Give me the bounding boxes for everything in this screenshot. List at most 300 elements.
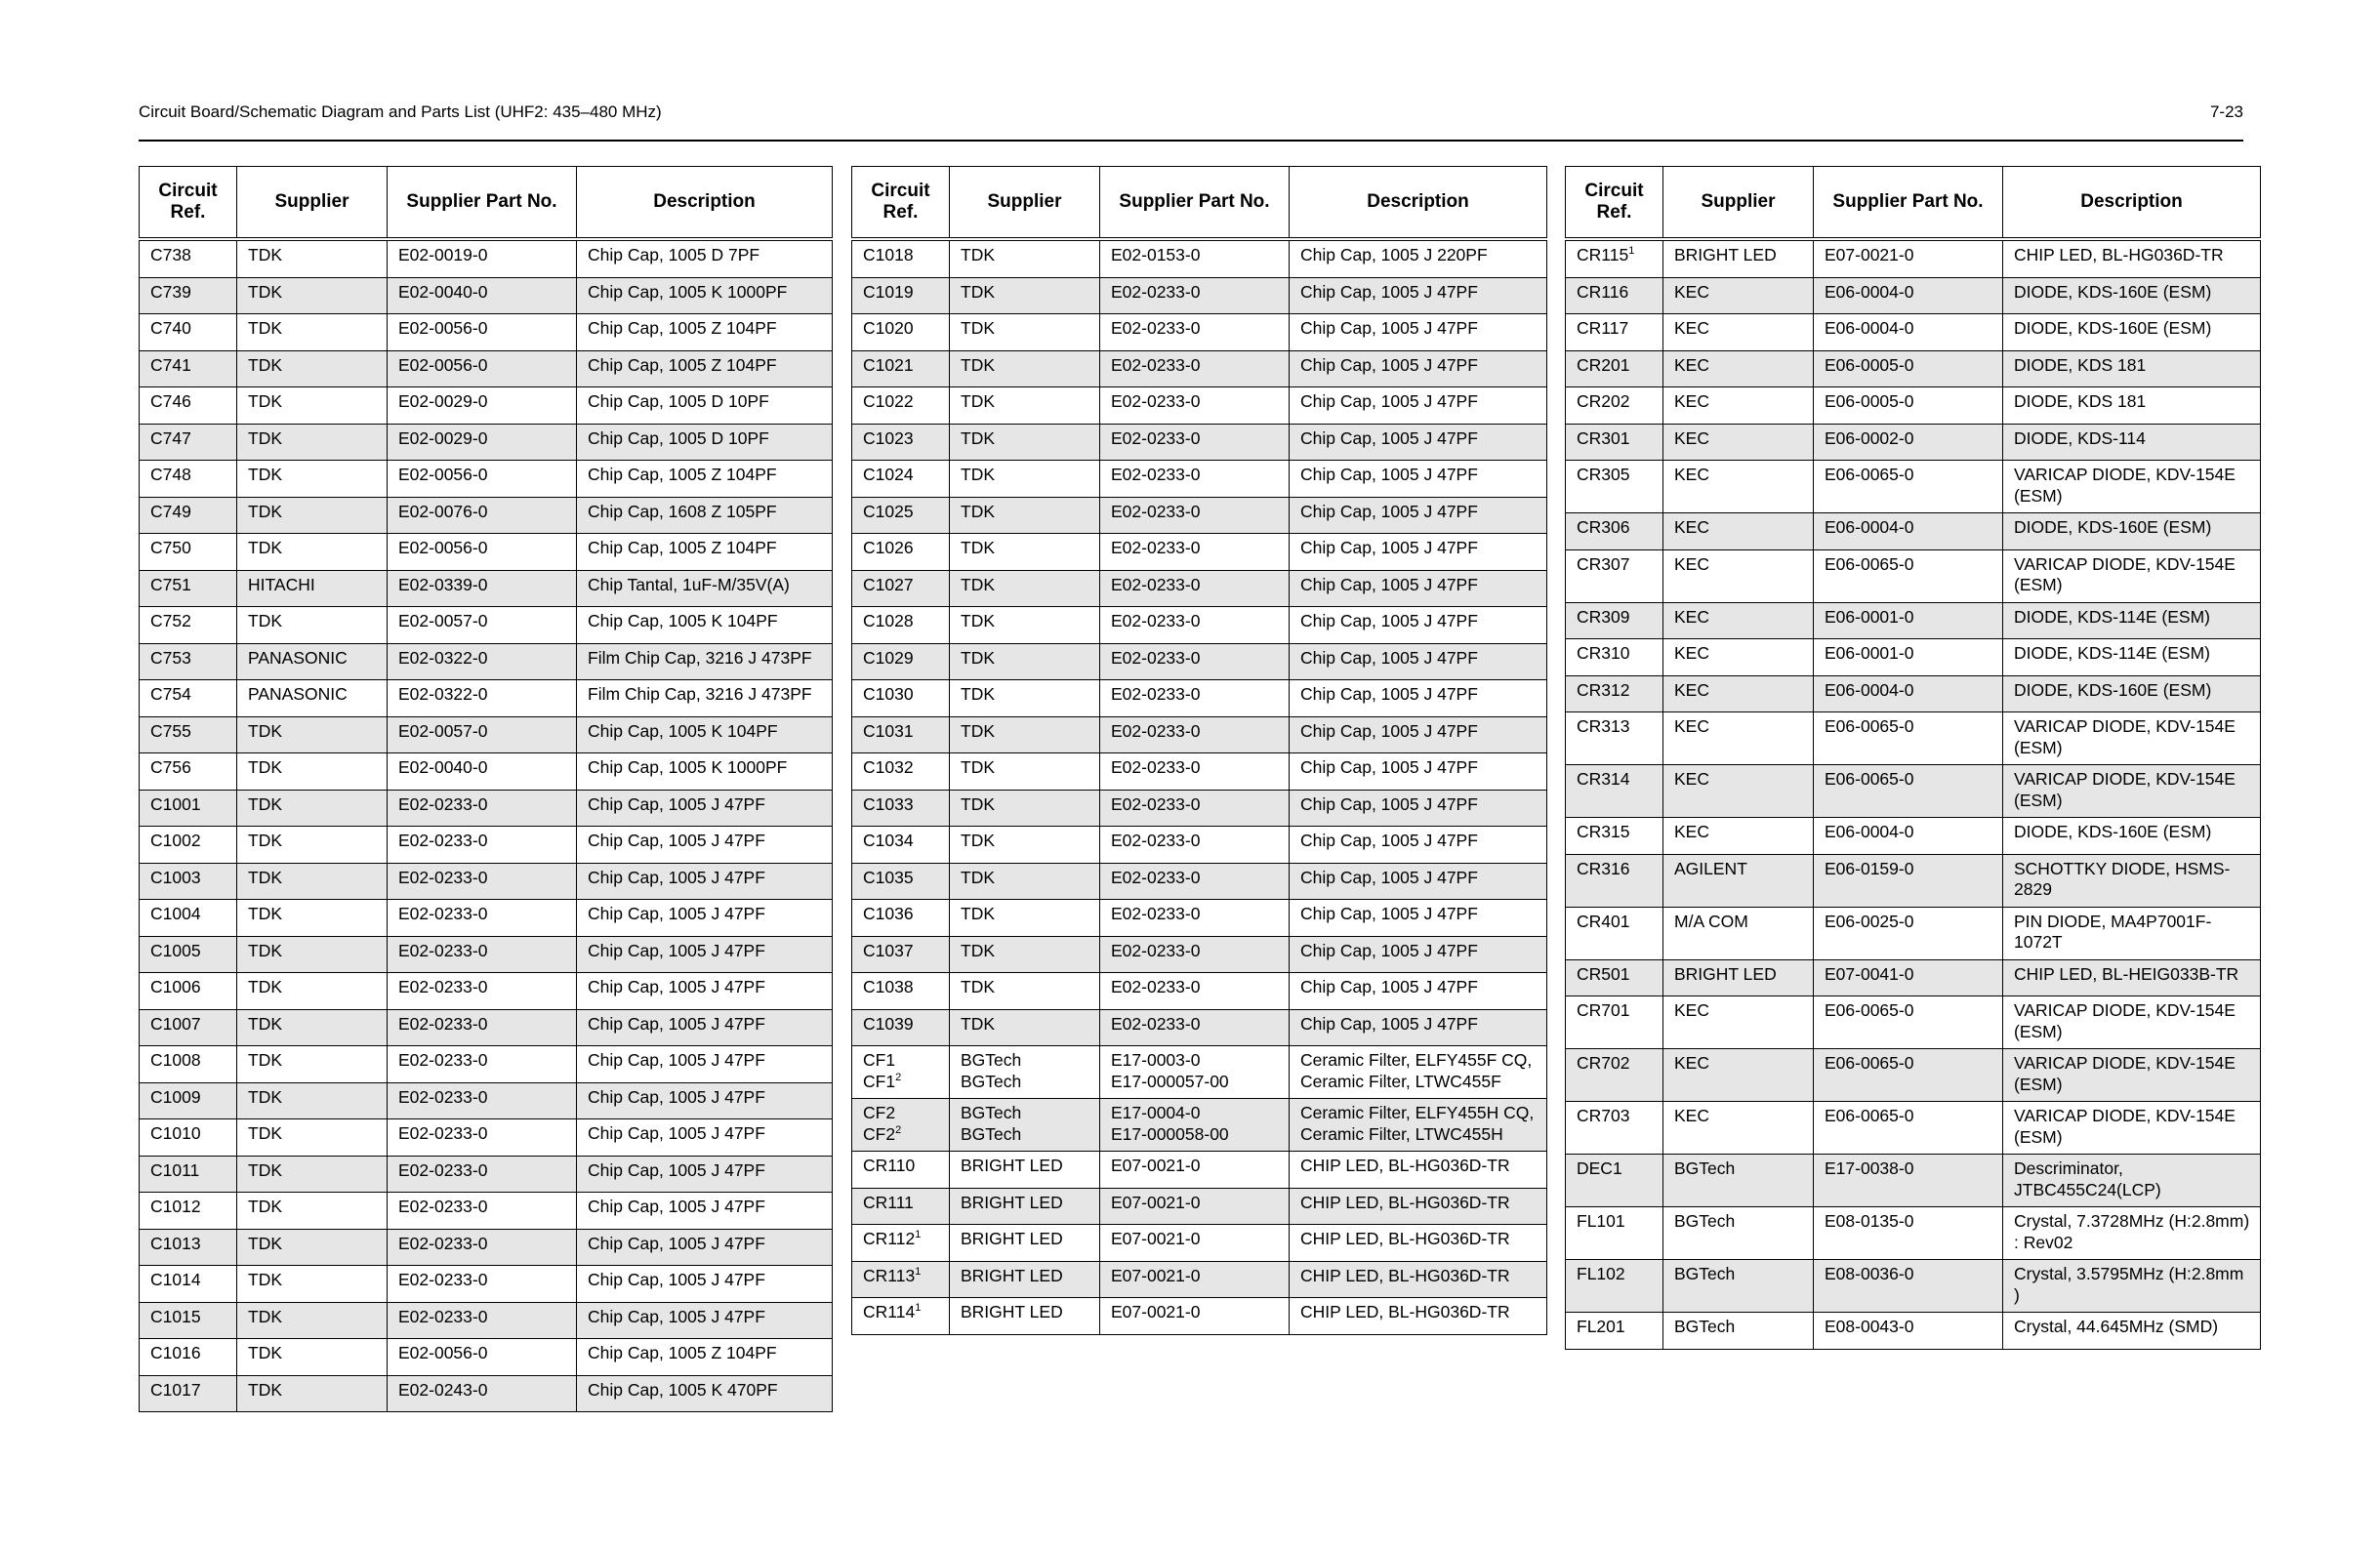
description-cell-text: Chip Cap, 1005 Z 104PF (588, 538, 777, 557)
circuit-ref-cell (852, 534, 950, 571)
circuit-ref-cell-text: DEC1 (1577, 1158, 1622, 1178)
description-cell-text: CHIP LED, BL-HG036D-TR (1300, 1302, 1510, 1321)
part-number-cell (388, 716, 577, 753)
supplier-cell (950, 314, 1100, 351)
description-cell (1290, 790, 1547, 827)
circuit-ref-cell (140, 1046, 237, 1083)
supplier-cell (237, 534, 388, 571)
table-row (140, 424, 833, 461)
circuit-ref-cell (140, 680, 237, 717)
circuit-ref-cell (852, 1009, 950, 1046)
table-row (852, 1046, 1547, 1099)
part-number-cell-text: E02-0322-0 (398, 647, 488, 668)
supplier-cell-text: KEC (1674, 769, 1709, 789)
supplier-cell-text: TDK (961, 574, 995, 594)
table-row (1566, 959, 2261, 996)
circuit-ref-cell-text: C1003 (150, 867, 201, 887)
description-cell-text: Chip Cap, 1005 J 47PF (1300, 281, 1478, 302)
supplier-cell-text: TDK (248, 1197, 282, 1216)
circuit-ref-cell-text: C1012 (150, 1197, 201, 1216)
table-row (140, 680, 833, 717)
supplier-cell-text: KEC (1674, 427, 1709, 448)
description-cell-text: Chip Cap, 1005 J 47PF (1300, 793, 1478, 814)
circuit-ref-cell (140, 424, 237, 461)
description-cell (1290, 1298, 1547, 1335)
circuit-ref-cell (1566, 1049, 1663, 1102)
table-row (140, 900, 833, 937)
supplier-cell-text: TDK (961, 831, 995, 850)
description-cell (1290, 680, 1547, 717)
table-row (1566, 513, 2261, 550)
supplier-cell-text: KEC (1674, 1053, 1709, 1073)
description-cell (2003, 818, 2261, 855)
description-cell (2003, 350, 2261, 387)
circuit-ref-cell (1566, 639, 1663, 676)
description-cell (577, 1082, 833, 1119)
supplier-cell-text: KEC (1674, 517, 1709, 537)
description-cell-text: VARICAP DIODE, KDV-154E (ESM) (2014, 716, 2236, 757)
circuit-ref-cell (852, 1188, 950, 1225)
description-cell (2003, 1049, 2261, 1102)
part-number-cell-text: E02-0233-0 (1111, 977, 1201, 996)
supplier-cell (950, 387, 1100, 425)
supplier-cell-text: TDK (248, 1013, 282, 1034)
parts-table-2 (851, 166, 1547, 1335)
circuit-ref-cell (140, 643, 237, 680)
description-cell (577, 461, 833, 498)
supplier-cell (237, 753, 388, 791)
circuit-ref-cell-text: C1038 (863, 977, 914, 996)
circuit-ref-cell-text: C747 (150, 427, 191, 448)
part-number-cell-text: E08-0043-0 (1825, 1317, 1914, 1336)
table-row (852, 900, 1547, 937)
circuit-ref-cell (140, 534, 237, 571)
circuit-ref-cell-text: CR306 (1577, 517, 1630, 537)
part-number-cell-text: E02-0233-0 (1111, 684, 1201, 704)
supplier-cell (950, 497, 1100, 534)
part-number-cell-text: E07-0021-0 (1111, 1229, 1201, 1248)
supplier-cell-text: TDK (961, 281, 995, 302)
circuit-ref-cell-text: C1035 (863, 867, 914, 887)
table-row (1566, 239, 2261, 277)
circuit-ref-cell-text: C1016 (150, 1343, 201, 1362)
column-header-description: Description (1290, 167, 1547, 240)
circuit-ref-cell (852, 239, 950, 277)
supplier-cell (1663, 1313, 1814, 1350)
part-number-cell-text: E02-0057-0 (398, 720, 488, 741)
circuit-ref-cell (1566, 513, 1663, 550)
circuit-ref-cell (140, 753, 237, 791)
description-cell-text: CHIP LED, BL-HEIG033B-TR (2014, 963, 2239, 984)
part-number-cell (1100, 497, 1290, 534)
supplier-cell (237, 1339, 388, 1376)
part-number-cell (388, 900, 577, 937)
supplier-cell (237, 1082, 388, 1119)
part-number-cell (1100, 570, 1290, 607)
part-number-cell (1814, 350, 2003, 387)
part-number-cell-text: E02-0233-0 (398, 1270, 488, 1289)
part-number-cell-text: E06-0004-0 (1825, 517, 1914, 537)
description-cell-text: VARICAP DIODE, KDV-154E (ESM) (2014, 553, 2236, 594)
column-header-supplier-part-no: Supplier Part No. (1100, 167, 1290, 240)
part-number-cell-text: E02-0019-0 (398, 245, 488, 264)
description-cell-text: Chip Cap, 1005 K 1000PF (588, 757, 788, 777)
table-row (140, 790, 833, 827)
column-header-circuit-ref: Circuit Ref. (1566, 167, 1663, 240)
table-row (1566, 549, 2261, 602)
supplier-cell-text: KEC (1674, 643, 1709, 663)
description-cell (2003, 513, 2261, 550)
description-cell-text: Chip Cap, 1005 J 220PF (1300, 245, 1488, 264)
table-row (140, 607, 833, 644)
description-cell-text: Chip Cap, 1005 J 47PF (1300, 318, 1478, 338)
part-number-cell-text: E06-0025-0 (1825, 911, 1914, 931)
table-row (1566, 314, 2261, 351)
table-row (140, 1375, 833, 1412)
circuit-ref-cell-text: C1030 (863, 684, 914, 704)
circuit-ref-cell (140, 1229, 237, 1266)
description-cell-text: Chip Cap, 1005 J 47PF (588, 1233, 765, 1253)
part-number-cell-text: E06-0005-0 (1825, 354, 1914, 375)
description-cell-text: CHIP LED, BL-HG036D-TR (1300, 1265, 1510, 1285)
part-number-cell (1814, 513, 2003, 550)
supplier-cell (237, 716, 388, 753)
parts-table-3 (1565, 166, 2261, 1350)
supplier-cell-text: TDK (961, 245, 995, 264)
part-number-cell (1100, 680, 1290, 717)
part-number-cell-text: E02-0233-0 (1111, 647, 1201, 668)
circuit-ref-cell-text: CR702 (1577, 1053, 1630, 1073)
supplier-cell-text: PANASONIC (248, 647, 348, 668)
description-cell (1290, 239, 1547, 277)
part-number-cell-text: E02-0233-0 (1111, 720, 1201, 741)
table-row (140, 497, 833, 534)
supplier-cell-text: KEC (1674, 822, 1709, 841)
table-row (1566, 996, 2261, 1049)
circuit-ref-cell-text: CF1 (863, 1050, 896, 1070)
circuit-ref-cell (1566, 387, 1663, 425)
table-row (140, 973, 833, 1010)
part-number-cell (388, 827, 577, 864)
description-cell (577, 1302, 833, 1339)
supplier-cell-text: KEC (1674, 318, 1709, 338)
circuit-ref-cell-text: FL101 (1577, 1211, 1625, 1231)
supplier-cell (1663, 765, 1814, 818)
part-number-cell-text: E02-0233-0 (1111, 611, 1201, 630)
description-cell (2003, 712, 2261, 765)
description-cell-text: DIODE, KDS-160E (ESM) (2014, 679, 2212, 700)
description-cell-text: Chip Cap, 1005 J 47PF (588, 1123, 765, 1143)
circuit-ref-cell (852, 716, 950, 753)
supplier-cell (237, 607, 388, 644)
description-cell (577, 534, 833, 571)
supplier-cell (950, 1298, 1100, 1335)
supplier-cell (237, 863, 388, 900)
part-number-cell-text: E06-0065-0 (1825, 716, 1914, 736)
table-row (852, 534, 1547, 571)
circuit-ref-cell-text: CR310 (1577, 643, 1630, 663)
circuit-ref-cell (852, 1099, 950, 1152)
description-cell (1290, 607, 1547, 644)
supplier-cell (950, 1099, 1100, 1152)
circuit-ref-cell-text: C1011 (150, 1159, 200, 1180)
supplier-cell (950, 643, 1100, 680)
circuit-ref-cell (140, 314, 237, 351)
supplier-cell (950, 350, 1100, 387)
column-header-supplier: Supplier (950, 167, 1100, 240)
part-number-cell-text: E07-0021-0 (1825, 245, 1914, 264)
table-row (1566, 818, 2261, 855)
part-number-cell (388, 461, 577, 498)
description-cell (2003, 1313, 2261, 1350)
part-number-cell-text: E08-0036-0 (1825, 1264, 1914, 1283)
description-cell-text: Crystal, 44.645MHz (SMD) (2014, 1317, 2219, 1336)
supplier-cell-text: TDK (248, 867, 282, 887)
supplier-cell (237, 1229, 388, 1266)
part-number-cell-text: E06-0065-0 (1825, 1000, 1914, 1020)
part-number-cell (388, 314, 577, 351)
supplier-cell-text: BRIGHT LED (961, 1265, 1063, 1285)
circuit-ref-cell-text: C751 (150, 574, 191, 594)
circuit-ref-cell-text: C739 (150, 281, 191, 302)
circuit-ref-cell (1566, 818, 1663, 855)
table-row (852, 607, 1547, 644)
part-number-cell-text: E08-0135-0 (1825, 1211, 1914, 1231)
supplier-cell (237, 790, 388, 827)
circuit-ref-cell-text: C1023 (863, 427, 914, 448)
circuit-ref-cell (852, 277, 950, 314)
circuit-ref-cell-text: CR117 (1577, 318, 1629, 338)
description-cell (1290, 1261, 1547, 1298)
description-cell (577, 1009, 833, 1046)
supplier-cell (237, 1375, 388, 1412)
part-number-cell-text: E06-0004-0 (1825, 318, 1914, 338)
circuit-ref-cell-text: C1004 (150, 904, 201, 923)
circuit-ref-cell (852, 1261, 950, 1298)
supplier-cell (950, 863, 1100, 900)
part-number-cell (388, 387, 577, 425)
description-cell (2003, 314, 2261, 351)
part-number-cell-text: E02-0233-0 (1111, 1013, 1201, 1034)
supplier-cell (237, 239, 388, 277)
table-row (140, 1339, 833, 1376)
footnote-marker: 1 (1628, 245, 1635, 258)
part-number-cell (1814, 959, 2003, 996)
circuit-ref-cell-text: C1009 (150, 1086, 201, 1107)
description-cell-text: Crystal, 7.3728MHz (H:2.8mm) : Rev02 (2014, 1211, 2250, 1252)
table-row (1566, 712, 2261, 765)
column-header-supplier-part-no: Supplier Part No. (1814, 167, 2003, 240)
supplier-cell (950, 570, 1100, 607)
description-cell-text: Chip Cap, 1005 J 47PF (1300, 684, 1478, 704)
part-number-cell (388, 643, 577, 680)
description-cell (1290, 1009, 1547, 1046)
part-number-cell (1814, 712, 2003, 765)
supplier-cell (1663, 424, 1814, 461)
part-number-cell (388, 277, 577, 314)
table-row (852, 424, 1547, 461)
supplier-cell (237, 1119, 388, 1157)
description-cell (1290, 461, 1547, 498)
supplier-cell-text: TDK (961, 391, 995, 411)
supplier-cell (237, 900, 388, 937)
part-number-cell (1100, 900, 1290, 937)
table-row (852, 1188, 1547, 1225)
table-row (140, 534, 833, 571)
circuit-ref-cell (852, 643, 950, 680)
circuit-ref-cell (140, 1375, 237, 1412)
description-cell (577, 1375, 833, 1412)
description-cell-text: DIODE, KDS-114E (ESM) (2014, 606, 2210, 627)
description-cell (1290, 350, 1547, 387)
table-header-row (140, 167, 833, 240)
part-number-cell (388, 424, 577, 461)
supplier-cell (950, 753, 1100, 791)
supplier-cell-text: BRIGHT LED (1674, 245, 1777, 264)
supplier-cell (1663, 602, 1814, 639)
part-number-cell-text: E02-0233-0 (1111, 501, 1201, 521)
part-number-cell (1814, 818, 2003, 855)
part-number-cell (1100, 1099, 1290, 1152)
circuit-ref-cell-text: C1010 (150, 1123, 201, 1143)
part-number-cell (388, 1082, 577, 1119)
supplier-cell (237, 1009, 388, 1046)
part-number-cell (1814, 1049, 2003, 1102)
table-row (852, 350, 1547, 387)
description-cell (1290, 1188, 1547, 1225)
table-row (1566, 1313, 2261, 1350)
circuit-ref-cell (1566, 1102, 1663, 1155)
supplier-cell-text: AGILENT (1674, 858, 1747, 878)
supplier-cell-text: TDK (248, 1343, 282, 1362)
description-cell-text: Chip Cap, 1005 J 47PF (1300, 720, 1478, 741)
part-number-cell (388, 753, 577, 791)
part-number-cell (1814, 314, 2003, 351)
supplier-cell (237, 461, 388, 498)
circuit-ref-cell-text: C1029 (863, 647, 914, 668)
circuit-ref-cell (1566, 461, 1663, 513)
circuit-ref-cell-text: C1019 (863, 281, 914, 302)
part-number-cell (1100, 1009, 1290, 1046)
description-cell-text: Chip Cap, 1005 J 47PF (1300, 501, 1478, 521)
supplier-cell-text: KEC (1674, 1000, 1709, 1020)
table-row (1566, 765, 2261, 818)
part-number-cell-text: E06-0001-0 (1825, 606, 1914, 627)
description-cell-text: PIN DIODE, MA4P7001F-1072T (2014, 911, 2212, 952)
description-cell (577, 1339, 833, 1376)
table-row (1566, 854, 2261, 907)
table-row (1566, 424, 2261, 461)
circuit-ref-cell (140, 461, 237, 498)
description-cell (2003, 387, 2261, 425)
table-row (852, 461, 1547, 498)
description-cell-text: Chip Cap, 1005 J 47PF (1300, 354, 1478, 375)
table-row (140, 1009, 833, 1046)
supplier-cell (237, 1302, 388, 1339)
table-row (852, 827, 1547, 864)
supplier-cell-text: PANASONIC (248, 684, 348, 704)
supplier-cell (1663, 513, 1814, 550)
table-row (140, 314, 833, 351)
circuit-ref-cell (140, 973, 237, 1010)
circuit-ref-cell-text: C740 (150, 318, 191, 338)
part-number-cell-text: E06-0065-0 (1825, 1053, 1914, 1073)
footnote-marker: 2 (895, 1123, 902, 1136)
table-row (852, 570, 1547, 607)
supplier-cell-text: KEC (1674, 465, 1709, 484)
supplier-cell-text: TDK (248, 1270, 282, 1289)
circuit-ref-cell (1566, 350, 1663, 387)
supplier-cell-text: TDK (248, 1050, 282, 1070)
circuit-ref-cell (140, 350, 237, 387)
part-number-cell (1100, 790, 1290, 827)
circuit-ref-cell (852, 1152, 950, 1189)
part-number-cell (1814, 639, 2003, 676)
part-number-cell-text: E02-0056-0 (398, 354, 488, 375)
circuit-ref-cell-text: CR316 (1577, 858, 1630, 878)
supplier-cell (237, 643, 388, 680)
circuit-ref-cell (140, 277, 237, 314)
description-cell-text: Chip Cap, 1608 Z 105PF (588, 501, 777, 521)
description-cell (577, 973, 833, 1010)
description-cell-text: Chip Cap, 1005 Z 104PF (588, 318, 777, 338)
circuit-ref-cell-text: CR313 (1577, 716, 1630, 736)
footnote-marker: 2 (895, 1071, 902, 1083)
column-header-description: Description (577, 167, 833, 240)
part-number-cell (1100, 314, 1290, 351)
part-number-cell (388, 790, 577, 827)
part-number-cell (1814, 424, 2003, 461)
description-cell-text: Chip Cap, 1005 J 47PF (588, 1086, 765, 1107)
part-number-cell-text: E06-0002-0 (1825, 427, 1914, 448)
circuit-ref-cell (1566, 549, 1663, 602)
table-row (852, 314, 1547, 351)
part-number-cell-text: E02-0056-0 (398, 318, 488, 338)
part-number-cell-text: E02-0233-0 (1111, 867, 1201, 887)
supplier-cell-text-2: BGTech (961, 1123, 1022, 1144)
description-cell-text: Chip Cap, 1005 J 47PF (1300, 831, 1478, 850)
circuit-ref-cell-text: CR112 (863, 1229, 916, 1248)
supplier-cell (237, 680, 388, 717)
description-cell-text: DIODE, KDS 181 (2014, 354, 2147, 375)
table-row (140, 1229, 833, 1266)
circuit-ref-cell-text: CR111 (863, 1192, 914, 1212)
circuit-ref-cell-text-2: CF1 (863, 1071, 896, 1091)
description-cell (2003, 549, 2261, 602)
table-row (852, 790, 1547, 827)
part-number-cell-text: E02-0233-0 (398, 940, 488, 960)
table-row (852, 1225, 1547, 1262)
part-number-cell (388, 1375, 577, 1412)
part-number-cell (388, 1339, 577, 1376)
supplier-cell-text: BRIGHT LED (961, 1192, 1063, 1212)
part-number-cell (1814, 1260, 2003, 1313)
circuit-ref-cell (1566, 854, 1663, 907)
circuit-ref-cell (852, 973, 950, 1010)
circuit-ref-cell (852, 900, 950, 937)
table-row (1566, 277, 2261, 314)
description-cell-text: Chip Cap, 1005 K 1000PF (588, 281, 788, 302)
supplier-cell-text: BGTech (1674, 1158, 1736, 1178)
description-cell (1290, 570, 1547, 607)
part-number-cell-text: E02-0056-0 (398, 465, 488, 484)
supplier-cell (1663, 549, 1814, 602)
table-row (852, 1261, 1547, 1298)
supplier-cell (237, 570, 388, 607)
description-cell (2003, 996, 2261, 1049)
table-row (140, 936, 833, 973)
description-cell (1290, 936, 1547, 973)
